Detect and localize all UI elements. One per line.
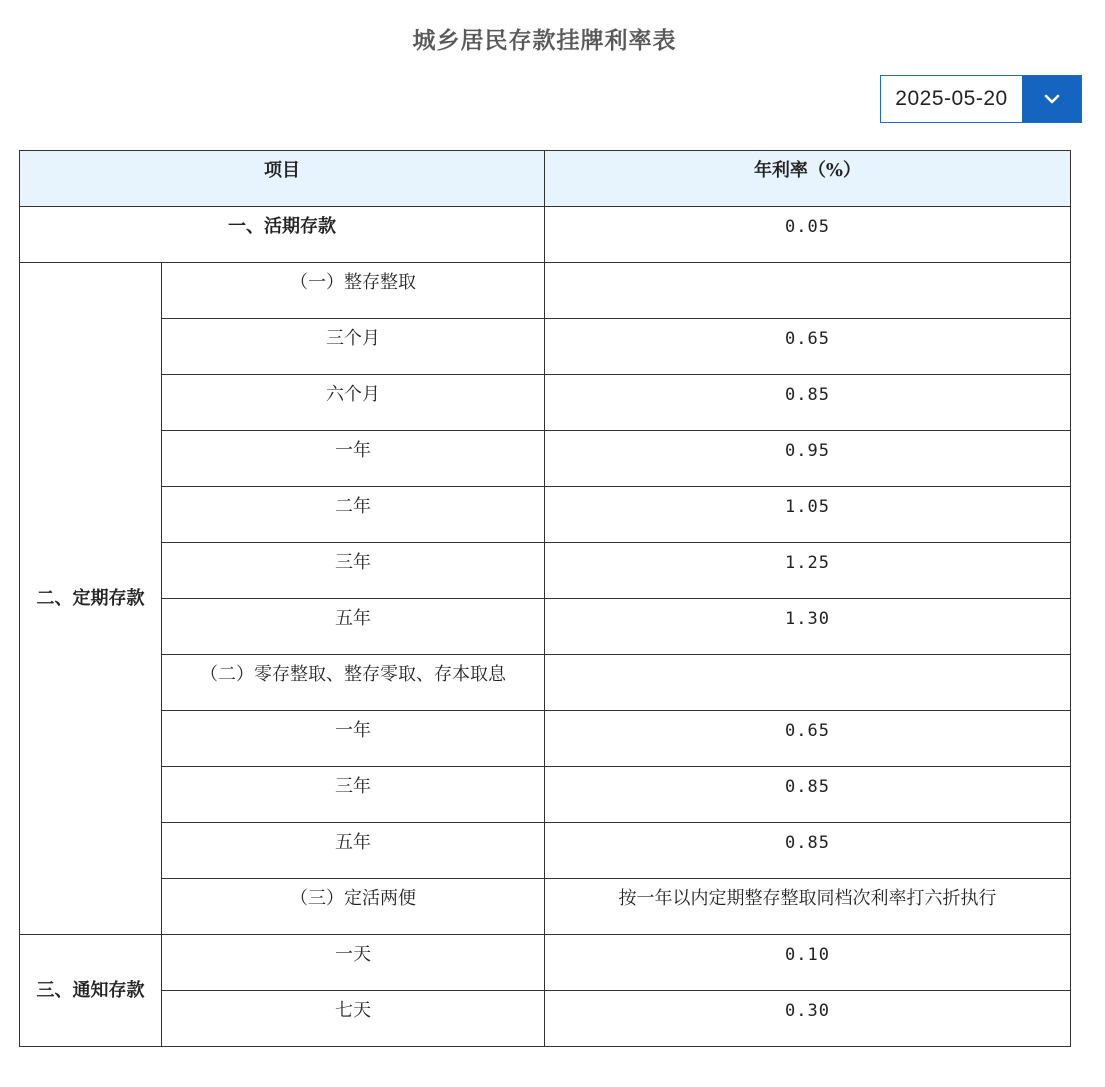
lump-sum-label: （一）整存整取 <box>162 263 545 319</box>
installment-label: （二）零存整取、整存零取、存本取息 <box>162 655 545 711</box>
table-row <box>20 319 1071 375</box>
header-rate: 年利率（%） <box>545 151 1071 207</box>
table-row <box>20 431 1071 487</box>
table-row <box>20 655 1071 711</box>
rate-cell: 0.85 <box>545 767 1071 823</box>
rate-cell: 0.85 <box>545 375 1071 431</box>
term-cell: 一天 <box>162 935 545 991</box>
table-row <box>20 543 1071 599</box>
table-row <box>20 599 1071 655</box>
chevron-down-icon[interactable] <box>1043 93 1061 105</box>
flexible-deposit-label: （三）定活两便 <box>162 879 545 935</box>
date-select-toggle[interactable] <box>1022 76 1081 122</box>
term-cell: 二年 <box>162 487 545 543</box>
term-cell: 一年 <box>162 711 545 767</box>
table-row <box>20 263 1071 319</box>
rate-cell: 0.30 <box>545 991 1071 1047</box>
table-row <box>20 991 1071 1047</box>
term-cell: 五年 <box>162 823 545 879</box>
header-item: 项目 <box>20 151 545 207</box>
interest-rate-table <box>19 150 1071 1047</box>
demand-deposit-rate: 0.05 <box>545 207 1071 263</box>
term-cell: 三年 <box>162 767 545 823</box>
rate-cell: 0.85 <box>545 823 1071 879</box>
notice-deposit-label: 三、通知存款 <box>20 935 162 1047</box>
rate-cell: 0.65 <box>545 319 1071 375</box>
table-row <box>20 487 1071 543</box>
rate-cell: 0.65 <box>545 711 1071 767</box>
rate-cell: 1.05 <box>545 487 1071 543</box>
rate-cell: 0.95 <box>545 431 1071 487</box>
term-cell: 三个月 <box>162 319 545 375</box>
date-select-value[interactable]: 2025-05-20 <box>895 87 1008 110</box>
term-cell: 六个月 <box>162 375 545 431</box>
date-select[interactable] <box>880 75 1082 123</box>
table-row <box>20 935 1071 991</box>
term-cell: 五年 <box>162 599 545 655</box>
table-row <box>20 207 1071 263</box>
flexible-deposit-rate: 按一年以内定期整存整取同档次利率打六折执行 <box>545 879 1071 935</box>
term-cell: 一年 <box>162 431 545 487</box>
term-cell: 三年 <box>162 543 545 599</box>
page-title: 城乡居民存款挂牌利率表 <box>412 28 677 54</box>
term-cell: 七天 <box>162 991 545 1047</box>
rate-cell: 1.30 <box>545 599 1071 655</box>
rate-cell: 0.10 <box>545 935 1071 991</box>
table-row <box>20 823 1071 879</box>
time-deposit-label: 二、定期存款 <box>20 263 162 935</box>
table-row <box>20 879 1071 935</box>
lump-sum-rate <box>545 263 1071 319</box>
demand-deposit-label: 一、活期存款 <box>20 207 545 263</box>
table-row <box>20 711 1071 767</box>
table-header-row <box>20 151 1071 207</box>
table-row <box>20 767 1071 823</box>
installment-rate <box>545 655 1071 711</box>
table-row <box>20 375 1071 431</box>
rate-cell: 1.25 <box>545 543 1071 599</box>
